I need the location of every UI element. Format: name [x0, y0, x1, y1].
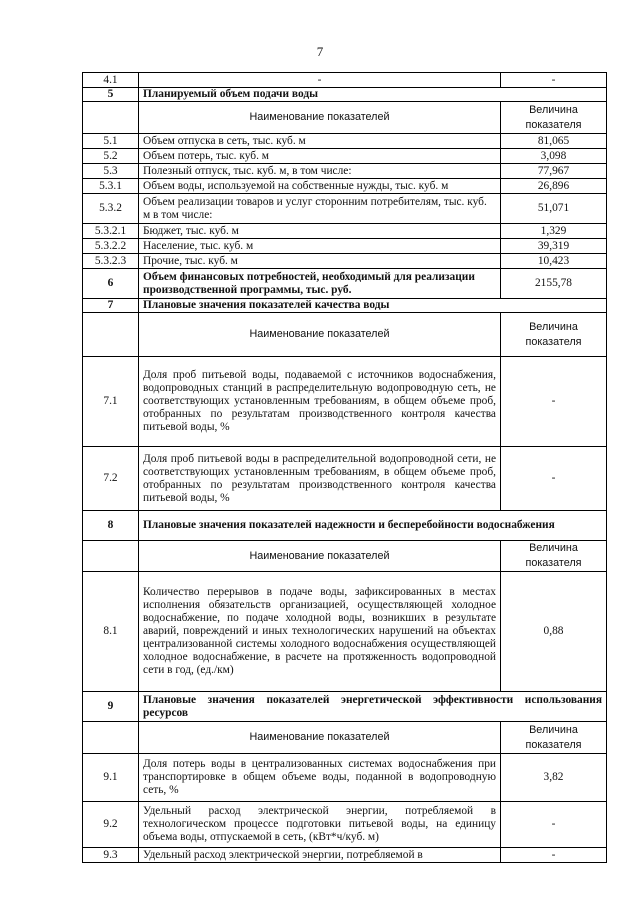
- column-header-value: Величина показателя: [501, 313, 607, 357]
- column-header-name: Наименование показателей: [139, 541, 501, 572]
- header-row: [83, 541, 607, 572]
- section-row: [83, 692, 607, 722]
- row-value: 3,098: [501, 149, 607, 164]
- table-row: [83, 134, 607, 149]
- row-value: -: [501, 802, 607, 848]
- row-value: -: [501, 73, 607, 88]
- section-title: Планируемый объем подачи воды: [139, 88, 607, 102]
- table-row: [83, 73, 607, 88]
- row-text: Количество перерывов в подаче воды, зафиксированных в местах исполнения обязательств организацией, осуществляющей холодное водоснабжение, по подаче холодной воды, возникших в результате аварий, повреждений и иных технологических нарушений на объектах централизованной системы холодного водоснабжения осуществляющей холодное водоснабжение, в расчете на протяженность водопроводной сети в год, (ед./км): [139, 572, 501, 692]
- section-title: Плановые значения показателей энергетической эффективности использования ресурсов: [139, 692, 607, 722]
- row-text: Доля потерь воды в централизованных системах водоснабжения при транспортировке в общем объеме воды, поданной в водопроводную сеть, %: [139, 754, 501, 802]
- row-text: Удельный расход электрической энергии, потребляемой в: [139, 848, 501, 863]
- row-number: 7.1: [83, 357, 139, 447]
- row-number: 5.3.2: [83, 194, 139, 224]
- row-number: 9.2: [83, 802, 139, 848]
- row-number: 5.3.2.3: [83, 254, 139, 269]
- table-row: [83, 848, 607, 863]
- row-value: 3,82: [501, 754, 607, 802]
- row-number: 5.1: [83, 134, 139, 149]
- row-value: -: [501, 447, 607, 511]
- section-row: [83, 511, 607, 541]
- row-text: Население, тыс. куб. м: [139, 239, 501, 254]
- column-header-name: Наименование показателей: [139, 722, 501, 754]
- section-title: Плановые значения показателей качества воды: [139, 299, 607, 313]
- row-text: Объем реализации товаров и услуг сторонним потребителям, тыс. куб. м в том числе:: [139, 194, 501, 224]
- row-value: 26,896: [501, 179, 607, 194]
- column-header-value: Величина показателя: [501, 102, 607, 134]
- row-number: 9.3: [83, 848, 139, 863]
- indicators-table: [82, 72, 607, 863]
- column-header-name: Наименование показателей: [139, 102, 501, 134]
- row-number: 5.3.1: [83, 179, 139, 194]
- section-row: [83, 269, 607, 299]
- row-number: 8.1: [83, 572, 139, 692]
- column-header-value: Величина показателя: [501, 722, 607, 754]
- row-value: 81,065: [501, 134, 607, 149]
- row-value: -: [501, 848, 607, 863]
- row-number: 5.3.2.1: [83, 224, 139, 239]
- row-text: Объем отпуска в сеть, тыс. куб. м: [139, 134, 501, 149]
- section-row: [83, 299, 607, 313]
- section-title: Плановые значения показателей надежности и бесперебойности водоснабжения: [139, 511, 607, 541]
- row-value: 77,967: [501, 164, 607, 179]
- section-title: Объем финансовых потребностей, необходимый для реализации производственной программы, тыс. руб.: [139, 269, 501, 299]
- row-text: Объем воды, используемой на собственные нужды, тыс. куб. м: [139, 179, 501, 194]
- column-header-value: Величина показателя: [501, 541, 607, 572]
- row-value: 51,071: [501, 194, 607, 224]
- table-row: [83, 239, 607, 254]
- section-row: [83, 88, 607, 102]
- row-value: 1,329: [501, 224, 607, 239]
- section-number: 8: [83, 511, 139, 541]
- row-number: 5.2: [83, 149, 139, 164]
- table-row: [83, 357, 607, 447]
- table-row: [83, 572, 607, 692]
- header-row: [83, 722, 607, 754]
- row-number: 7.2: [83, 447, 139, 511]
- row-text: Полезный отпуск, тыс. куб. м, в том числе:: [139, 164, 501, 179]
- table-row: [83, 447, 607, 511]
- table-row: [83, 179, 607, 194]
- row-text: -: [139, 73, 501, 88]
- row-text: Доля проб питьевой воды в распределительной водопроводной сети, не соответствующих установленным требованиям, в общем объеме проб, отобранных по результатам производственного контроля качества питьевой воды, %: [139, 447, 501, 511]
- row-value: 0,88: [501, 572, 607, 692]
- row-text: Объем потерь, тыс. куб. м: [139, 149, 501, 164]
- row-number: 9.1: [83, 754, 139, 802]
- row-text: Удельный расход электрической энергии, потребляемой в технологическом процессе подготовки питьевой воды, на единицу объема воды, отпускаемой в сеть, (кВт*ч/куб. м): [139, 802, 501, 848]
- section-number: 5: [83, 88, 139, 102]
- row-number: 4.1: [83, 73, 139, 88]
- page-number: 7: [316, 44, 324, 59]
- table-row: [83, 254, 607, 269]
- section-number: 6: [83, 269, 139, 299]
- section-number: 9: [83, 692, 139, 722]
- header-row: [83, 313, 607, 357]
- table-row: [83, 194, 607, 224]
- row-value: 39,319: [501, 239, 607, 254]
- row-text: Доля проб питьевой воды, подаваемой с источников водоснабжения, водопроводных станций в распределительную водопроводную сеть, не соответствующих установленным требованиям, в общем объеме проб, отобранных по результатам производственного контроля качества питьевой воды, %: [139, 357, 501, 447]
- header-row: [83, 102, 607, 134]
- table-row: [83, 164, 607, 179]
- row-text: Бюджет, тыс. куб. м: [139, 224, 501, 239]
- table-row: [83, 802, 607, 848]
- table-row: [83, 754, 607, 802]
- column-header-name: Наименование показателей: [139, 313, 501, 357]
- row-value: 10,423: [501, 254, 607, 269]
- section-number: 7: [83, 299, 139, 313]
- row-value: -: [501, 357, 607, 447]
- row-text: Прочие, тыс. куб. м: [139, 254, 501, 269]
- row-number: 5.3: [83, 164, 139, 179]
- table-row: [83, 149, 607, 164]
- section-value: 2155,78: [501, 269, 607, 299]
- table-row: [83, 224, 607, 239]
- row-number: 5.3.2.2: [83, 239, 139, 254]
